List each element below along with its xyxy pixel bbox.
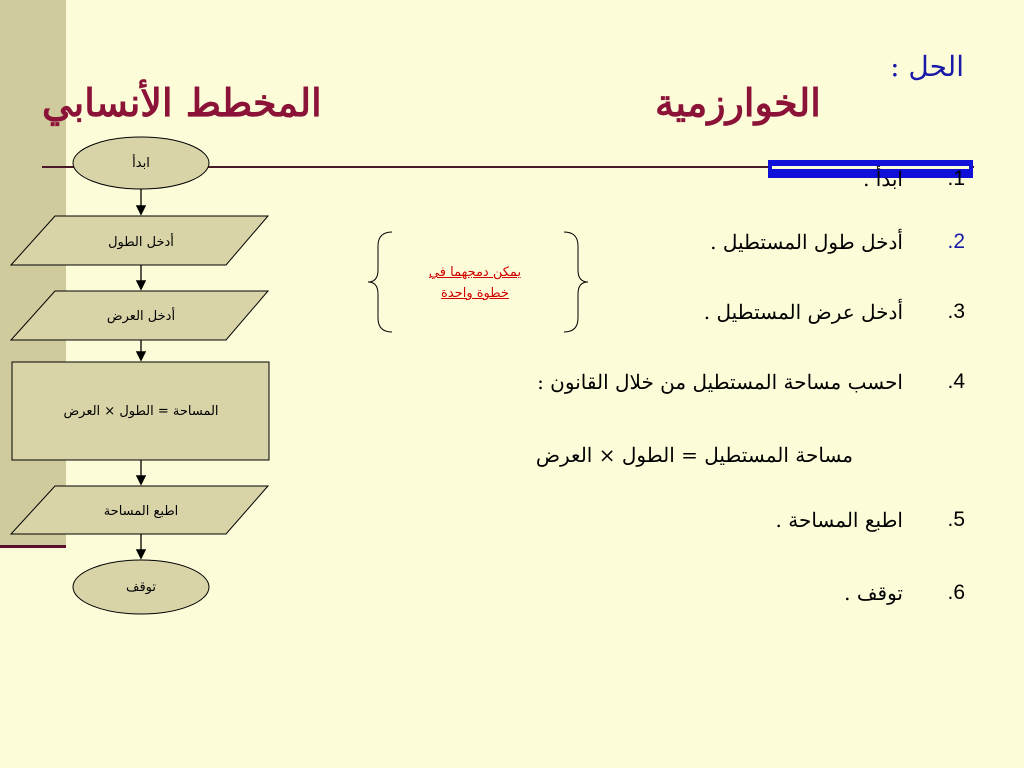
input-width-label: أدخل العرض <box>106 309 176 324</box>
solution-label: الحل : <box>890 50 964 83</box>
step-2-number: 2. <box>947 230 965 253</box>
brace-right <box>564 232 588 332</box>
step-3-number: 3. <box>947 300 965 323</box>
output-label: اطبع المساحة <box>103 504 179 519</box>
step-6-text: توقف . <box>844 581 903 605</box>
end-label: توقف <box>125 580 157 595</box>
step-4-number: 4. <box>947 370 965 393</box>
step-1-number: 1. <box>947 167 965 190</box>
step-5-text: اطبع المساحة . <box>775 508 903 532</box>
start-label: ابدأ <box>132 156 150 171</box>
merge-note <box>405 262 545 304</box>
step-4-text: احسب مساحة المستطيل من خلال القانون : <box>537 370 903 394</box>
step-6-number: 6. <box>947 581 965 604</box>
step-3-text: أدخل عرض المستطيل . <box>703 300 903 324</box>
note-line-2: خطوة واحدة <box>441 286 509 301</box>
flowchart-title: المخطط الأنسابي <box>42 80 322 125</box>
step-1-text: ابدأ . <box>863 167 903 191</box>
area-formula: مساحة المستطيل = الطول × العرض <box>535 443 853 467</box>
step-5-number: 5. <box>947 508 965 531</box>
note-line-1: يمكن دمجهما في <box>428 265 522 280</box>
algorithm-title: الخوارزمية <box>655 80 821 125</box>
brace-left <box>368 232 392 332</box>
input-length-label: أدخل الطول <box>108 235 174 250</box>
step-2-text: أدخل طول المستطيل . <box>710 230 903 254</box>
process-label: المساحة = الطول × العرض <box>63 404 219 419</box>
